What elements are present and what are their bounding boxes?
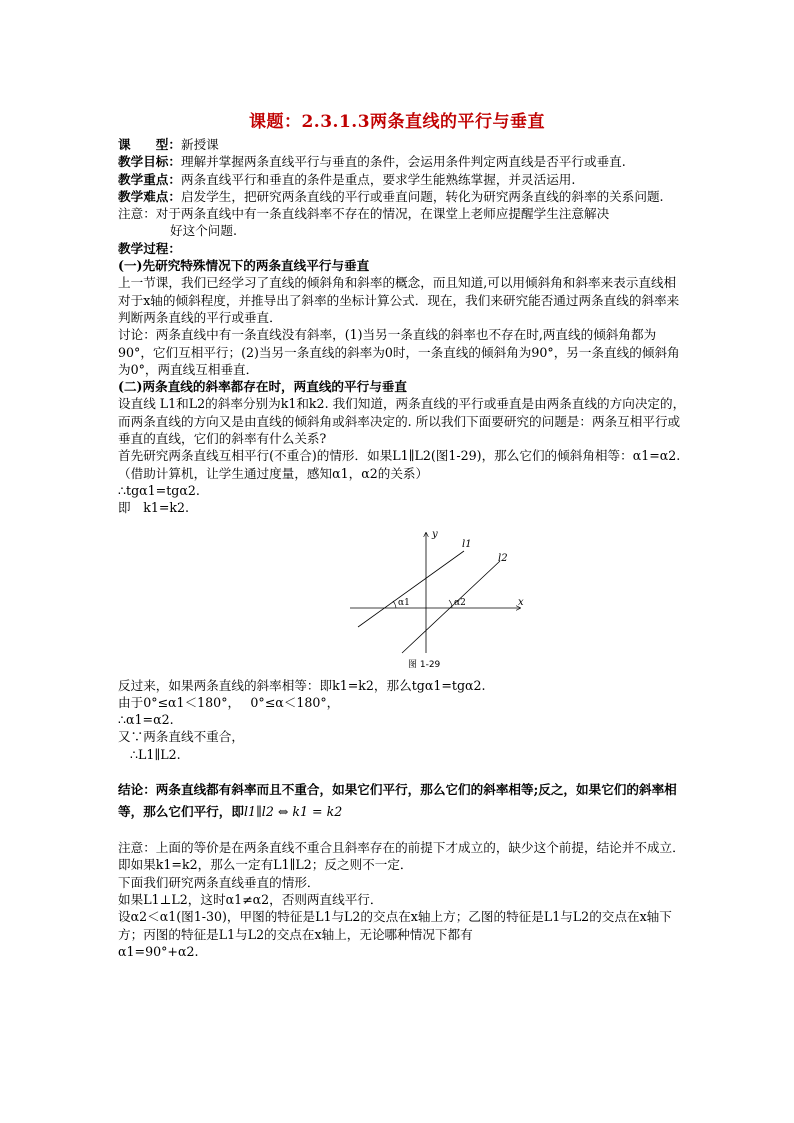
l1-label: l1 <box>462 538 472 550</box>
objective-label: 教学目标： <box>118 154 181 170</box>
difficulty-label: 教学难点： <box>118 188 181 204</box>
angle1-arc <box>393 601 396 608</box>
difficulty-line <box>118 188 686 205</box>
figure-caption: 图 1-29 <box>408 659 441 670</box>
course-type-label: 课 型： <box>118 137 181 152</box>
angle1-label: α1 <box>398 597 410 608</box>
converse-line5: ∴L1∥L2. <box>130 746 181 762</box>
line-l1 <box>358 551 464 627</box>
course-type-value: 新授课 <box>180 137 219 152</box>
l2-label: l2 <box>498 552 508 564</box>
conclusion <box>118 779 686 823</box>
section1-para1: 上一节课，我们已经学习了直线的倾斜角和斜率的概念，而且知道,可以用倾斜角和斜率来表示直线相对于x轴的倾斜程度，并推导出了斜率的坐标计算公式．现在，我们来研究能否通过两条直线的斜率来判断两条直线的平行或垂直． <box>118 275 680 325</box>
section2-eq1: ∴tgα1=tgα2. <box>118 482 200 498</box>
converse-line4: 又∵两条直线不重合， <box>118 729 244 745</box>
key-point-line <box>118 171 686 188</box>
objective-line <box>118 153 686 170</box>
parallel-lines-diagram <box>342 523 527 673</box>
section2-heading: (二)两条直线的斜率都存在时，两直线的平行与垂直 <box>118 379 407 395</box>
converse-line1: 反过来，如果两条直线的斜率相等：即k1=k2，那么tgα1=tgα2. <box>118 677 486 693</box>
difficulty-value: 启发学生，把研究两条直线的平行或垂直问题，转化为研究两条直线的斜率的关系问题. <box>180 188 664 204</box>
note1-line2: 好这个问题. <box>170 223 237 239</box>
line-l2 <box>402 561 500 653</box>
converse-line3: ∴α1=α2. <box>118 712 174 728</box>
note2-para5: α1=90°+α2. <box>118 943 199 959</box>
objective-value: 理解并掌握两条直线平行与垂直的条件，会运用条件判定两直线是否平行或垂直. <box>180 154 626 170</box>
section1-para2: 讨论：两条直线中有一条直线没有斜率，(1)当另一条直线的斜率也不存在时,两直线的倾斜角都为90°，它们互相平行；(2)当另一条直线的斜率为0时，一条直线的倾斜角为90°，另一条直线的倾斜角为0°，两直线互相垂直． <box>118 327 680 377</box>
note2-para1: 注意：上面的等价是在两条直线不重合且斜率存在的前提下才成立的，缺少这个前提，结论并不成立．即如果k1=k2，那么一定有L1∥L2；反之则不一定． <box>118 840 685 873</box>
figure-1-29 <box>118 523 686 673</box>
course-type-line <box>118 136 686 153</box>
converse-line2: 由于0°≤α1＜180°， 0°≤α＜180°， <box>118 694 340 710</box>
key-point-label: 教学重点： <box>118 171 181 187</box>
section1-heading: (一)先研究特殊情况下的两条直线平行与垂直 <box>118 258 370 274</box>
x-axis-label: x <box>518 596 524 608</box>
note2-para4: 设α2＜α1(图1-30)，甲图的特征是L1与L2的交点在x轴上方；乙图的特征是L1与L2的交点在x轴下方；丙图的特征是L1与L2的交点在x轴上，无论哪种情况下都有 <box>118 909 672 942</box>
conclusion-formula: l1∥l2 ⇔ k1 = k2 <box>243 804 343 820</box>
note1-line1: 注意：对于两条直线中有一条直线斜率不存在的情况，在课堂上老师应提醒学生注意解决 <box>118 206 610 222</box>
conclusion-text: 结论：两条直线都有斜率而且不重合，如果它们平行，那么它们的斜率相等;反之，如果它们的斜率相等，那么它们平行，即 <box>118 782 677 820</box>
key-point-value: 两条直线平行和垂直的条件是重点，要求学生能熟练掌握，并灵活运用. <box>180 171 576 187</box>
note2-para2: 下面我们研究两条直线垂直的情形． <box>118 874 320 890</box>
section2-para2: 首先研究两条直线互相平行(不重合)的情形．如果L1∥L2(图1-29)，那么它们的倾斜角相等：α1=α2.（借助计算机，让学生通过度量，感知α1，α2的关系） <box>118 448 681 481</box>
page-title: 课题：2.3.1.3两条直线的平行与垂直 <box>248 112 546 132</box>
note2-para3: 如果L1⊥L2，这时α1≠α2，否则两直线平行． <box>118 891 383 907</box>
angle2-label: α2 <box>454 597 466 608</box>
y-axis-label: y <box>432 528 438 540</box>
process-heading: 教学过程： <box>118 240 181 256</box>
section2-eq2: 即 k1=k2. <box>118 500 190 516</box>
lesson-content <box>118 136 686 960</box>
section2-para1: 设直线 L1和L2的斜率分别为k1和k2. 我们知道，两条直线的平行或垂直是由两条直线的方向决定的，而两条直线的方向又是由直线的倾斜角或斜率决定的. 所以我们下面要研究的问题是：两条互相平行或垂直的直线，它们的斜率有什么关系? <box>118 396 686 447</box>
